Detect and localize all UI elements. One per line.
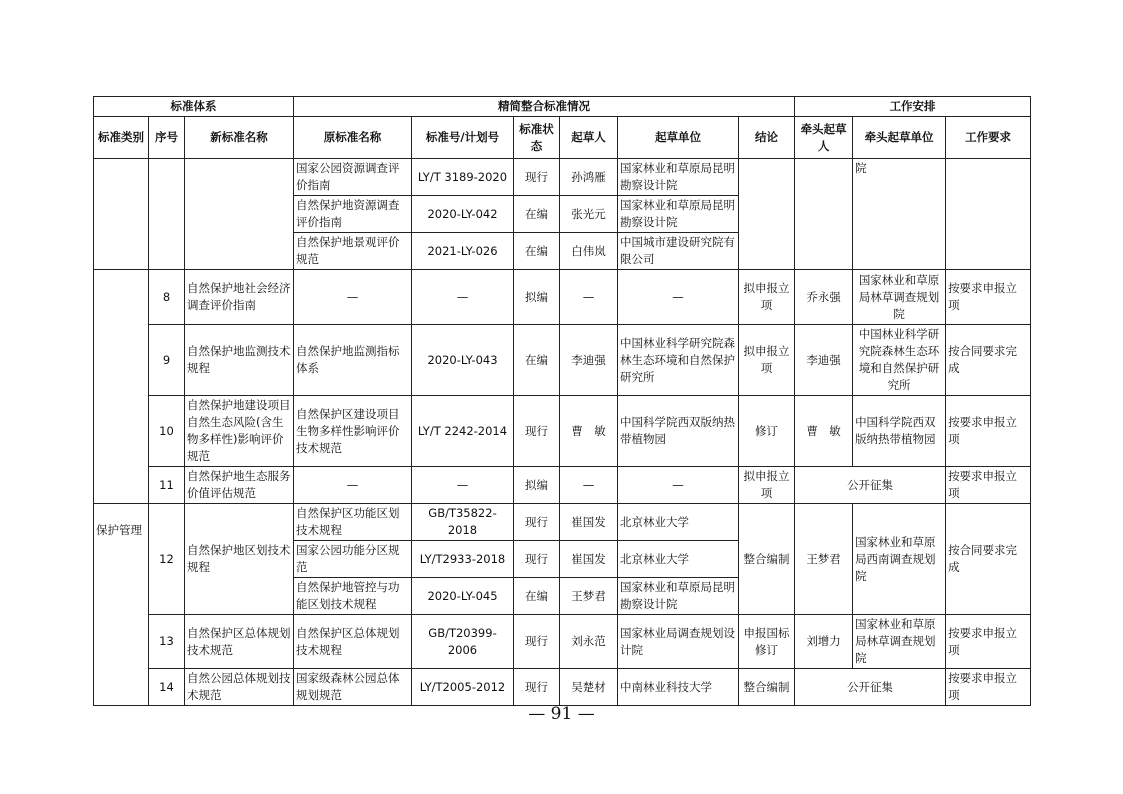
seq-cell: 14: [149, 669, 185, 706]
drafter-cell: 王梦君: [560, 578, 618, 615]
lead-merged-cell: 公开征集: [795, 467, 946, 504]
col-header-category: 标准类别: [94, 117, 149, 159]
conclusion-cell: 拟申报立项: [739, 270, 795, 325]
new-name-cell: 自然保护地社会经济调查评价指南: [185, 270, 294, 325]
std-no-cell: LY/T 3189-2020: [412, 159, 514, 196]
status-cell: 现行: [514, 504, 560, 541]
drafter-cell: —: [560, 467, 618, 504]
lead-unit-cell: 中国科学院西双版纳热带植物园: [853, 396, 946, 467]
unit-cell: 中国林业科学研究院森林生态环境和自然保护研究所: [618, 325, 739, 396]
orig-name-cell: 自然保护区功能区划技术规程: [294, 504, 412, 541]
header-column-row: [94, 117, 1031, 159]
conclusion-cell: 拟申报立项: [739, 325, 795, 396]
lead-drafter-cell: 曹 敏: [795, 396, 853, 467]
lead-drafter-cell: 刘增力: [795, 615, 853, 669]
col-header-status: 标准状态: [514, 117, 560, 159]
unit-cell: 中南林业科技大学: [618, 669, 739, 706]
std-no-cell: —: [412, 467, 514, 504]
conclusion-cell: 整合编制: [739, 669, 795, 706]
unit-cell: 国家林业和草原局昆明勘察设计院: [618, 196, 739, 233]
orig-name-cell: 自然保护地资源调查评价指南: [294, 196, 412, 233]
col-header-std-no: 标准号/计划号: [412, 117, 514, 159]
orig-name-cell: 自然保护区建设项目生物多样性影响评价技术规范: [294, 396, 412, 467]
drafter-cell: 崔国发: [560, 541, 618, 578]
status-cell: 在编: [514, 578, 560, 615]
seq-cell: [149, 159, 185, 270]
drafter-cell: 白伟岚: [560, 233, 618, 270]
orig-name-cell: 自然保护地管控与功能区划技术规程: [294, 578, 412, 615]
unit-cell: 国家林业和草原局昆明勘察设计院: [618, 159, 739, 196]
drafter-cell: —: [560, 270, 618, 325]
status-cell: 拟编: [514, 467, 560, 504]
lead-drafter-cell: 李迪强: [795, 325, 853, 396]
lead-drafter-cell: 王梦君: [795, 504, 853, 615]
header-group-row: [94, 97, 1031, 117]
category-cell: [94, 270, 149, 504]
table-row: [94, 270, 1031, 325]
col-header-work-req: 工作要求: [946, 117, 1031, 159]
group-header-streamline: 精简整合标准情况: [294, 97, 795, 117]
drafter-cell: 吴楚材: [560, 669, 618, 706]
unit-cell: —: [618, 270, 739, 325]
work-req-cell: 按合同要求完成: [946, 325, 1031, 396]
category-cell: [94, 159, 149, 270]
drafter-cell: 孙鸿雁: [560, 159, 618, 196]
table-row: [94, 467, 1031, 504]
col-header-orig-name: 原标准名称: [294, 117, 412, 159]
work-req-cell: [946, 159, 1031, 270]
drafter-cell: 刘永范: [560, 615, 618, 669]
unit-cell: 中国城市建设研究院有限公司: [618, 233, 739, 270]
unit-cell: 国家林业和草原局昆明勘察设计院: [618, 578, 739, 615]
table-row: [94, 396, 1031, 467]
std-no-cell: 2020-LY-043: [412, 325, 514, 396]
lead-merged-cell: 公开征集: [795, 669, 946, 706]
work-req-cell: 按合同要求完成: [946, 504, 1031, 615]
lead-unit-cell: 国家林业和草原局林草调查规划院: [853, 615, 946, 669]
orig-name-cell: 国家公园功能分区规范: [294, 541, 412, 578]
col-header-conclusion: 结论: [739, 117, 795, 159]
category-cell: 保护管理: [94, 504, 149, 706]
std-no-cell: LY/T2005-2012: [412, 669, 514, 706]
orig-name-cell: 自然保护区总体规划技术规程: [294, 615, 412, 669]
lead-drafter-cell: 乔永强: [795, 270, 853, 325]
conclusion-cell: [739, 159, 795, 270]
status-cell: 现行: [514, 159, 560, 196]
work-req-cell: 按要求申报立项: [946, 615, 1031, 669]
lead-unit-cell: 国家林业和草原局林草调查规划院: [853, 270, 946, 325]
orig-name-cell: 自然保护地景观评价规范: [294, 233, 412, 270]
seq-cell: 13: [149, 615, 185, 669]
page-number: — 91 —: [528, 704, 595, 724]
col-header-lead-drafter: 牵头起草人: [795, 117, 853, 159]
group-header-work: 工作安排: [795, 97, 1031, 117]
status-cell: 现行: [514, 541, 560, 578]
col-header-drafter: 起草人: [560, 117, 618, 159]
lead-unit-cell: 国家林业和草原局西南调查规划院: [853, 504, 946, 615]
std-no-cell: 2020-LY-042: [412, 196, 514, 233]
unit-cell: 北京林业大学: [618, 541, 739, 578]
orig-name-cell: —: [294, 270, 412, 325]
table-row: [94, 159, 1031, 196]
table-row: [94, 325, 1031, 396]
drafter-cell: 崔国发: [560, 504, 618, 541]
drafter-cell: 张光元: [560, 196, 618, 233]
std-no-cell: —: [412, 270, 514, 325]
std-no-cell: LY/T2933-2018: [412, 541, 514, 578]
seq-cell: 8: [149, 270, 185, 325]
drafter-cell: 曹 敏: [560, 396, 618, 467]
conclusion-cell: 申报国标修订: [739, 615, 795, 669]
seq-cell: 9: [149, 325, 185, 396]
orig-name-cell: 国家级森林公园总体规划规范: [294, 669, 412, 706]
unit-cell: 国家林业局调查规划设计院: [618, 615, 739, 669]
seq-cell: 10: [149, 396, 185, 467]
orig-name-cell: 自然保护地监测指标体系: [294, 325, 412, 396]
std-no-cell: 2020-LY-045: [412, 578, 514, 615]
orig-name-cell: 国家公园资源调查评价指南: [294, 159, 412, 196]
work-req-cell: 按要求申报立项: [946, 467, 1031, 504]
work-req-cell: 按要求申报立项: [946, 270, 1031, 325]
table-row: [94, 615, 1031, 669]
standards-table: [93, 96, 1031, 706]
seq-cell: 11: [149, 467, 185, 504]
col-header-seq: 序号: [149, 117, 185, 159]
col-header-unit: 起草单位: [618, 117, 739, 159]
std-no-cell: 2021-LY-026: [412, 233, 514, 270]
status-cell: 现行: [514, 615, 560, 669]
conclusion-cell: 修订: [739, 396, 795, 467]
conclusion-cell: 拟申报立项: [739, 467, 795, 504]
std-no-cell: LY/T 2242-2014: [412, 396, 514, 467]
conclusion-cell: 整合编制: [739, 504, 795, 615]
new-name-cell: 自然保护区总体规划技术规范: [185, 615, 294, 669]
new-name-cell: 自然保护地建设项目自然生态风险(含生物多样性)影响评价规范: [185, 396, 294, 467]
new-name-cell: 自然公园总体规划技术规范: [185, 669, 294, 706]
new-name-cell: [185, 159, 294, 270]
status-cell: 现行: [514, 396, 560, 467]
lead-unit-cell: 中国林业科学研究院森林生态环境和自然保护研究所: [853, 325, 946, 396]
unit-cell: 中国科学院西双版纳热带植物园: [618, 396, 739, 467]
group-header-system: 标准体系: [94, 97, 294, 117]
col-header-lead-unit: 牵头起草单位: [853, 117, 946, 159]
table-row: [94, 669, 1031, 706]
status-cell: 在编: [514, 325, 560, 396]
std-no-cell: GB/T35822-2018: [412, 504, 514, 541]
unit-cell: —: [618, 467, 739, 504]
unit-cell: 北京林业大学: [618, 504, 739, 541]
status-cell: 在编: [514, 233, 560, 270]
std-no-cell: GB/T20399-2006: [412, 615, 514, 669]
status-cell: 现行: [514, 669, 560, 706]
work-req-cell: 按要求申报立项: [946, 396, 1031, 467]
work-req-cell: 按要求申报立项: [946, 669, 1031, 706]
status-cell: 拟编: [514, 270, 560, 325]
table-row: [94, 504, 1031, 541]
col-header-new-name: 新标准名称: [185, 117, 294, 159]
new-name-cell: 自然保护地生态服务价值评估规范: [185, 467, 294, 504]
new-name-cell: 自然保护地监测技术规程: [185, 325, 294, 396]
orig-name-cell: —: [294, 467, 412, 504]
status-cell: 在编: [514, 196, 560, 233]
new-name-cell: 自然保护地区划技术规程: [185, 504, 294, 615]
drafter-cell: 李迪强: [560, 325, 618, 396]
lead-drafter-cell: [795, 159, 853, 270]
seq-cell: 12: [149, 504, 185, 615]
lead-unit-cell: 院: [853, 159, 946, 270]
